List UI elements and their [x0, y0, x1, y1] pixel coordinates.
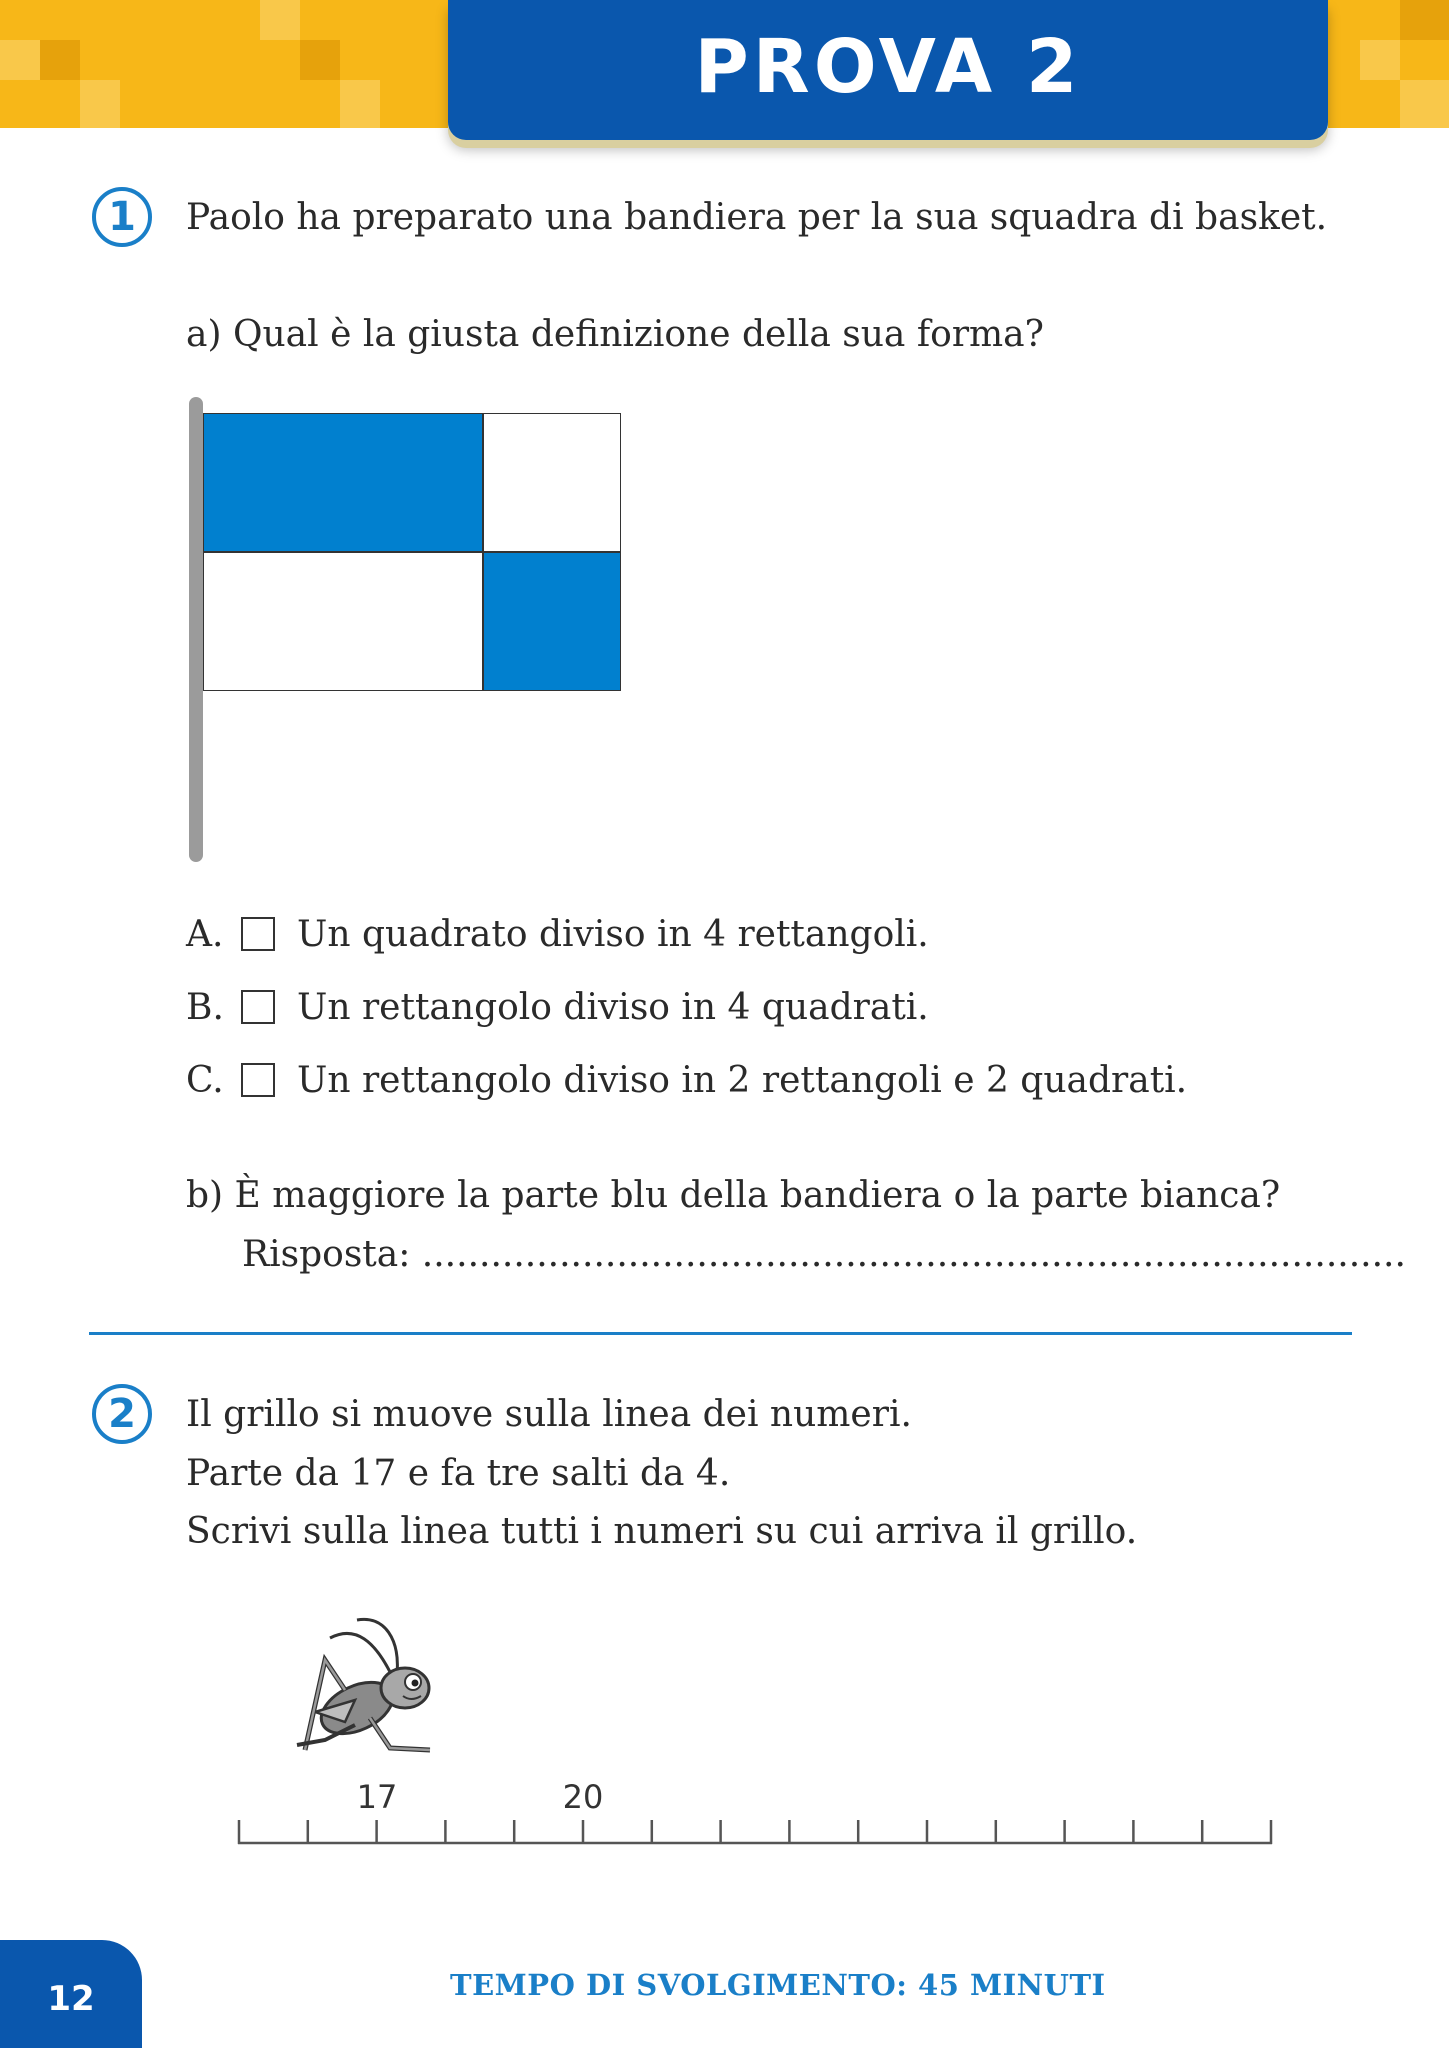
band-deco — [0, 40, 40, 80]
number-line-ticks — [239, 1820, 1271, 1844]
answer-line[interactable]: Risposta: ...................................................................................... — [242, 1234, 1406, 1275]
number-line-label-17: 17 — [356, 1780, 398, 1816]
question-2-number: 2 — [92, 1384, 152, 1444]
question-1-number: 1 — [92, 187, 152, 247]
option-a-checkbox[interactable] — [241, 917, 275, 951]
question-2-line-1: Il grillo si muove sulla linea dei numeri. — [186, 1394, 912, 1435]
page-number: 12 — [47, 1979, 95, 2019]
title-tab — [448, 0, 1328, 140]
question-1-part-b: b) È maggiore la parte blu della bandiera o la parte bianca? — [186, 1175, 1281, 1216]
option-c[interactable] — [186, 1058, 1187, 1102]
band-deco — [260, 0, 300, 40]
option-c-letter: C. — [186, 1059, 224, 1101]
question-1-part-a: a) Qual è la giusta definizione della sua forma? — [186, 314, 1044, 355]
band-deco — [40, 40, 80, 80]
question-2-line-2: Parte da 17 e fa tre salti da 4. — [186, 1453, 731, 1494]
option-c-checkbox[interactable] — [241, 1063, 275, 1097]
band-deco — [1360, 40, 1400, 80]
band-deco — [80, 80, 120, 128]
band-deco — [340, 80, 380, 128]
question-2-line-3: Scrivi sulla linea tutti i numeri su cui arriva il grillo. — [186, 1511, 1138, 1552]
flag-blue-square — [483, 552, 621, 691]
option-a[interactable] — [186, 912, 929, 956]
section-divider — [89, 1332, 1352, 1335]
option-a-letter: A. — [186, 913, 224, 955]
question-1-intro: Paolo ha preparato una bandiera per la sua squadra di basket. — [186, 197, 1328, 238]
band-deco — [300, 40, 340, 80]
time-notice: TEMPO DI SVOLGIMENTO: 45 MINUTI — [450, 1968, 1106, 2002]
flag-blue-rectangle — [203, 413, 483, 552]
page-title: PROVA 2 — [694, 24, 1082, 110]
option-b[interactable] — [186, 985, 929, 1029]
option-b-letter: B. — [186, 986, 224, 1028]
option-b-text: Un rettangolo diviso in 4 quadrati. — [297, 986, 929, 1028]
band-deco — [1400, 0, 1449, 40]
number-line — [220, 1780, 1280, 1860]
option-b-checkbox[interactable] — [241, 990, 275, 1024]
band-deco — [1400, 80, 1449, 128]
number-line-label-20: 20 — [562, 1780, 604, 1816]
flag-illustration — [203, 413, 621, 691]
option-a-text: Un quadrato diviso in 4 rettangoli. — [297, 913, 929, 955]
flag-pole — [189, 397, 203, 862]
cricket-illustration — [285, 1600, 465, 1775]
flag-white-square — [483, 413, 621, 552]
flag-white-rectangle — [203, 552, 483, 691]
page-number-tab — [0, 1940, 142, 2048]
option-c-text: Un rettangolo diviso in 2 rettangoli e 2 quadrati. — [297, 1059, 1188, 1101]
